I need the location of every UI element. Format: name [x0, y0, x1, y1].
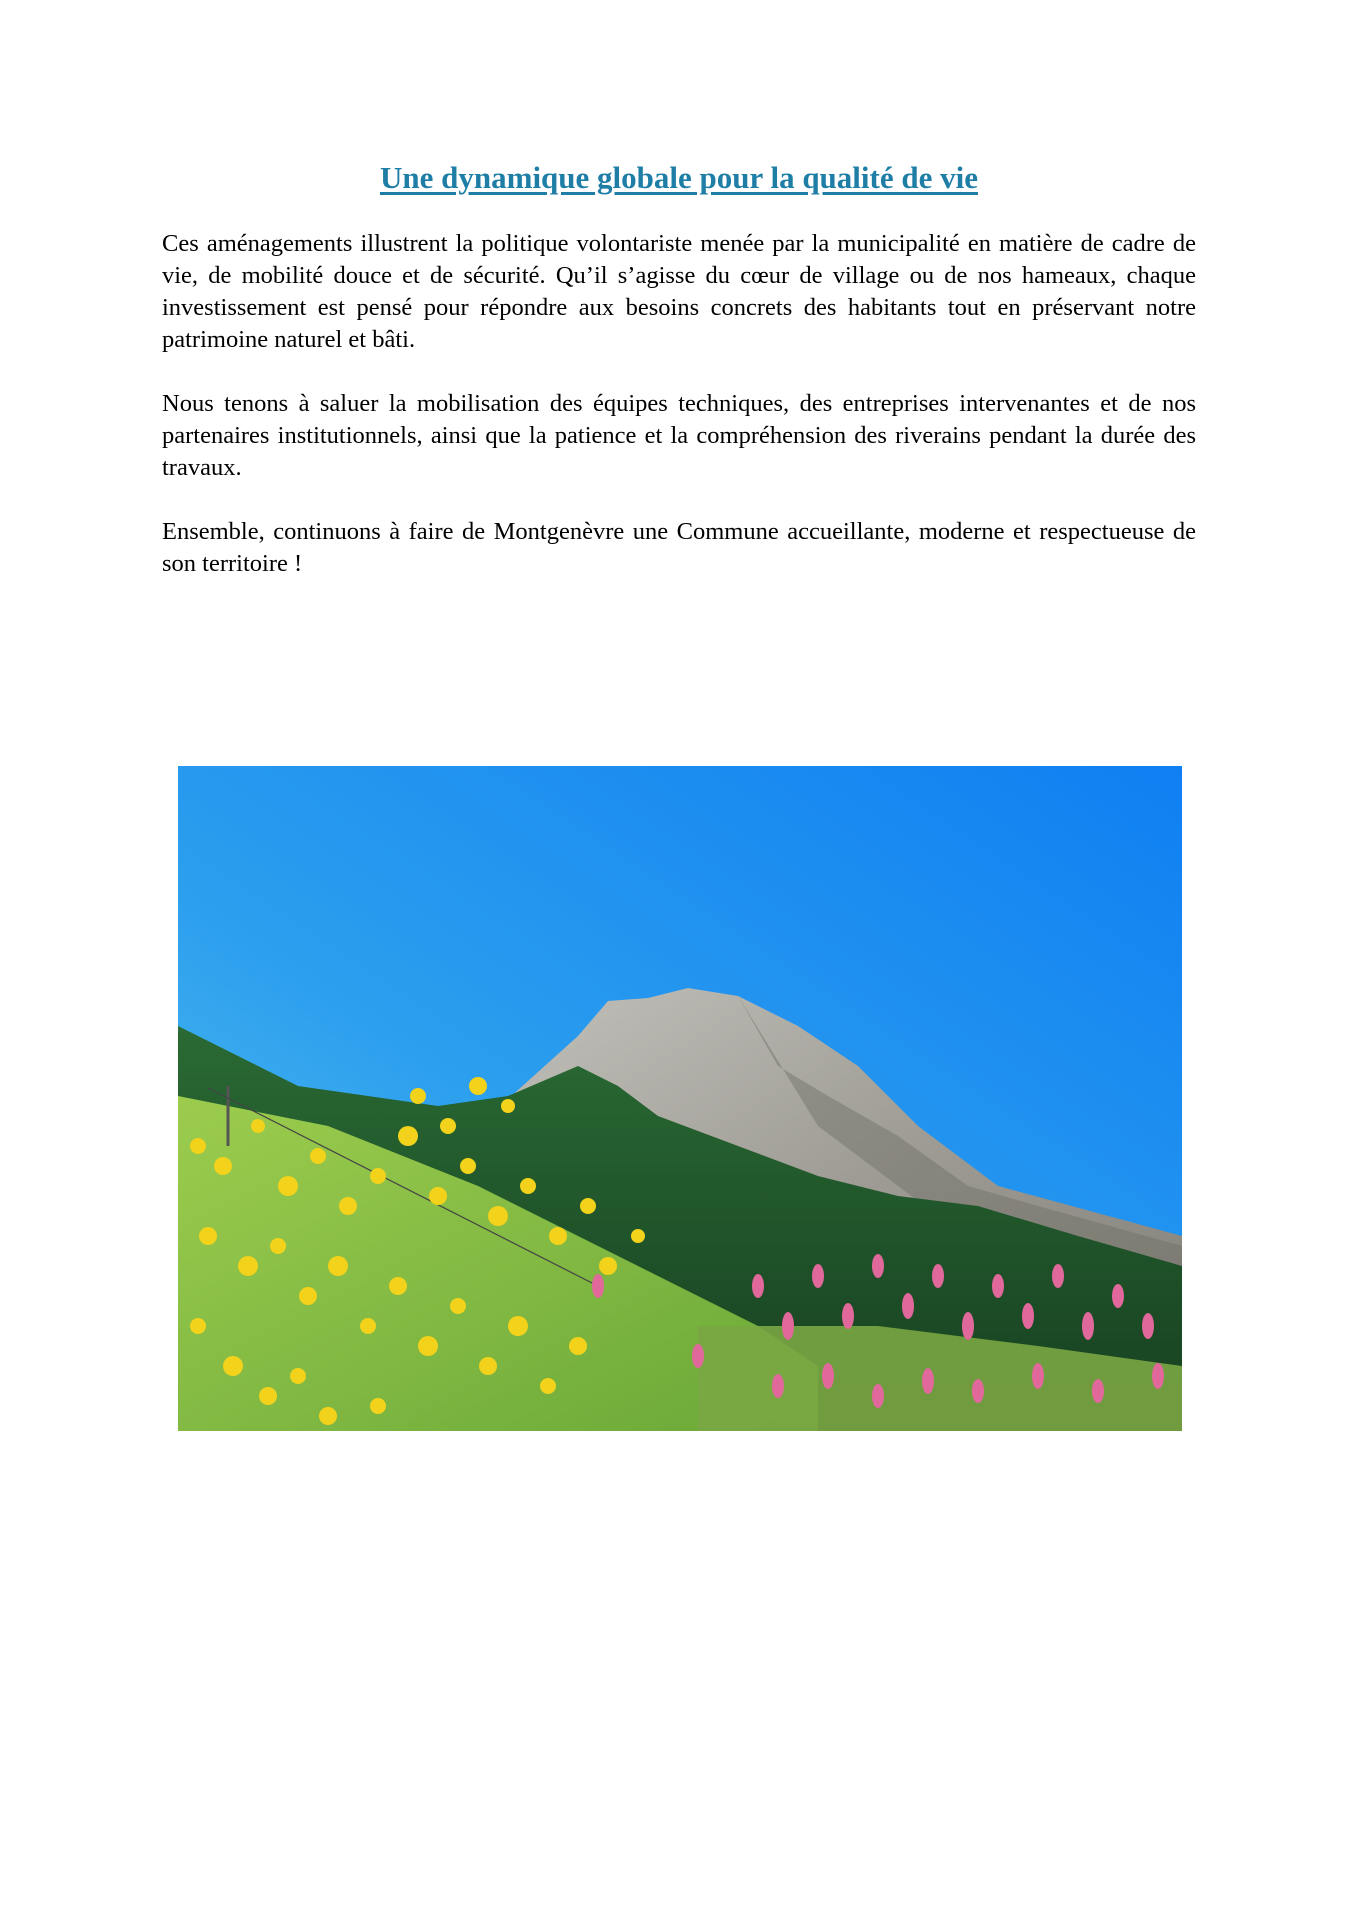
landscape-illustration — [178, 766, 1182, 1431]
paragraph-3: Ensemble, continuons à faire de Montgenèvre une Commune accueillante, moderne et respectueuse de son territoire ! — [162, 518, 1196, 577]
mountain-meadow-photo — [178, 766, 1182, 1431]
paragraph-2: Nous tenons à saluer la mobilisation des équipes techniques, des entreprises intervenantes et de nos partenaires institutionnels, ainsi que la patience et la compréhension des riverains pendant la durée des travaux. — [162, 390, 1196, 481]
paragraph-1: Ces aménagements illustrent la politique volontariste menée par la municipalité en matière de cadre de vie, de mobilité douce et de sécurité. Qu’il s’agisse du cœur de village ou de nos hameaux, chaque investissement est pensé pour répondre aux besoins concrets des habitants tout en préservant notre patrimoine naturel et bâti. — [162, 230, 1196, 353]
section-title: Une dynamique globale pour la qualité de vie — [380, 160, 978, 195]
section-body — [162, 228, 1196, 612]
